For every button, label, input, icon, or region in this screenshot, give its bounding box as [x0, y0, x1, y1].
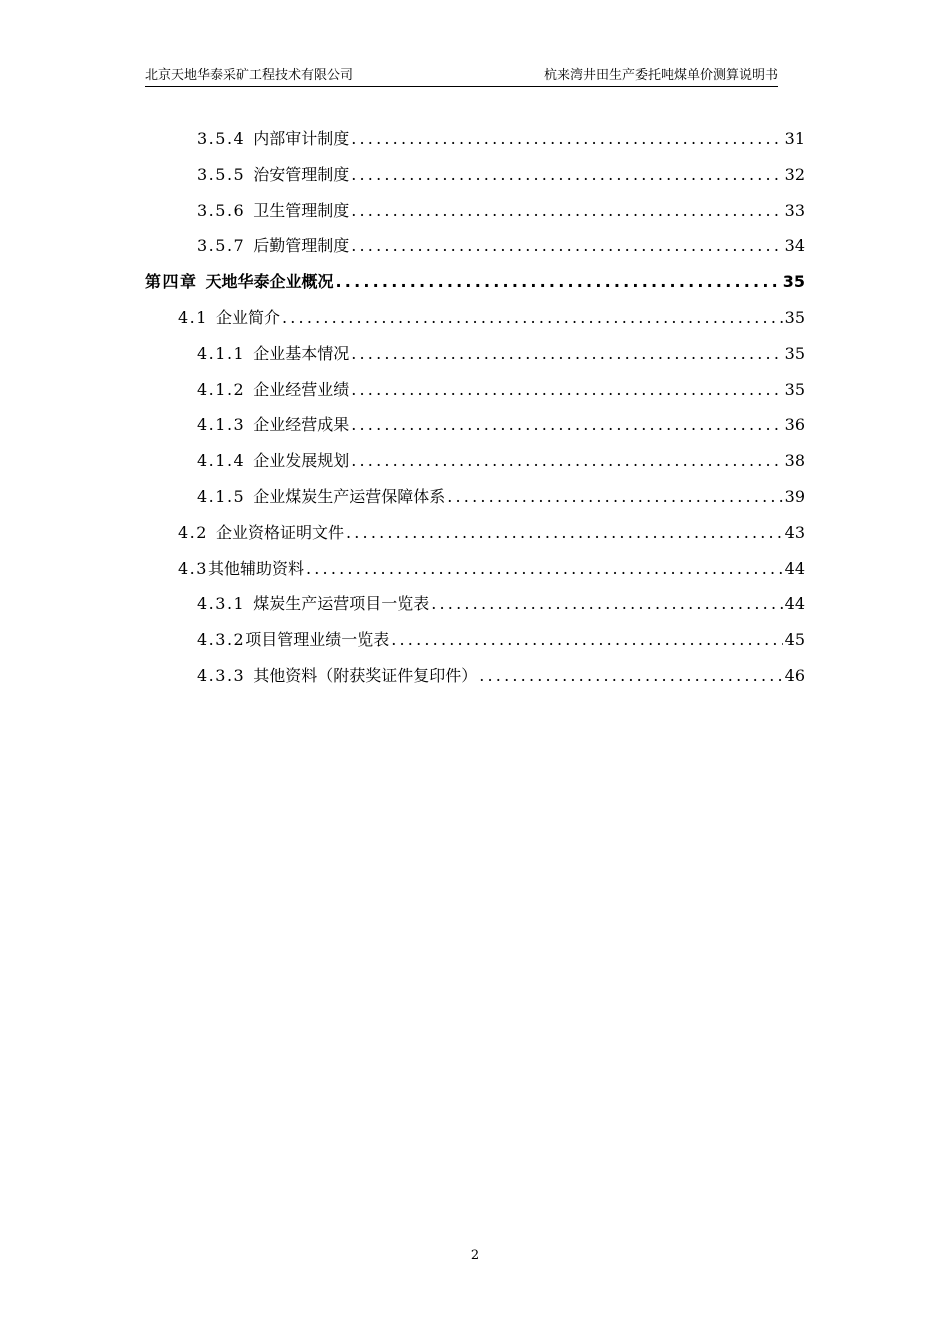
toc-dot-leader: [351, 443, 782, 479]
toc-entry-title: 企业资格证明文件: [215, 522, 344, 542]
toc-entry-number: 4.1.5: [197, 486, 246, 506]
page-number: 2: [470, 1248, 480, 1263]
toc-dot-leader: [351, 372, 782, 408]
toc-entry-page: 34: [784, 236, 805, 256]
toc-entry-title: 内部审计制度: [253, 129, 350, 148]
toc-entry-page: 35: [784, 307, 805, 327]
toc-dot-leader: [351, 407, 782, 443]
toc-entry-number: 3.5.4: [197, 129, 246, 148]
toc-entry-page: 43: [784, 522, 805, 542]
toc-entry[interactable]: [145, 443, 805, 479]
toc-entry-title: 企业简介: [215, 307, 280, 327]
toc-entry-title: 企业基本情况: [253, 343, 350, 363]
toc-entry-number: 3.5.7: [197, 236, 246, 256]
toc-dot-leader: [479, 658, 782, 694]
toc-entry-number: 4.3.2: [197, 630, 246, 650]
toc-entry-title: 治安管理制度: [253, 164, 350, 184]
toc-entry-page: 35: [784, 343, 805, 363]
toc-entry-title: 卫生管理制度: [253, 200, 350, 220]
toc-entry-number: 4.1.1: [197, 343, 246, 363]
toc-entry[interactable]: [145, 658, 805, 694]
toc-entry[interactable]: [145, 551, 805, 587]
toc-entry-title: 天地华泰企业概况: [205, 272, 334, 292]
toc-dot-leader: [391, 622, 782, 658]
toc-entry-title: 企业经营业绩: [253, 379, 350, 399]
toc-entry-page: 46: [784, 665, 805, 685]
toc-entry[interactable]: [145, 586, 805, 622]
toc-entry-number: 4.1.2: [197, 379, 246, 399]
toc-entry[interactable]: [145, 372, 805, 408]
toc-entry[interactable]: [145, 264, 805, 300]
toc-entry[interactable]: [145, 515, 805, 551]
toc-entry-number: 4.3.3: [197, 665, 246, 685]
toc-entry-page: 44: [784, 594, 805, 614]
toc-dot-leader: [431, 586, 782, 622]
toc-entry-number: 3.5.5: [197, 164, 246, 184]
toc-entry-title: 企业经营成果: [253, 415, 350, 435]
toc-entry-number: 第四章: [145, 272, 198, 292]
toc-entry-number: 4.3.1: [197, 594, 246, 614]
toc-entry-page: 35: [784, 379, 805, 399]
toc-entry[interactable]: [145, 479, 805, 515]
toc-entry-number: 4.3: [178, 558, 208, 578]
toc-entry-page: 36: [784, 415, 805, 435]
toc-entry-page: 31: [784, 129, 805, 148]
toc-entry-title: 企业发展规划: [253, 451, 350, 471]
toc-entry-number: 4.1.3: [197, 415, 246, 435]
header-company-name: 北京天地华泰采矿工程技术有限公司: [145, 68, 354, 83]
toc-entry-title: 其他辅助资料: [207, 558, 304, 578]
toc-entry-number: 4.1.4: [197, 451, 246, 471]
toc-entry-page: 35: [782, 272, 805, 292]
toc-entry-page: 32: [784, 164, 805, 184]
toc-entry-title: 项目管理业绩一览表: [245, 630, 390, 650]
toc-dot-leader: [336, 264, 781, 300]
toc-entry-number: 4.1: [178, 307, 208, 327]
toc-entry-page: 33: [784, 200, 805, 220]
page-header: [145, 66, 778, 87]
toc-dot-leader: [351, 193, 782, 229]
toc-entry[interactable]: [145, 121, 805, 157]
toc-dot-leader: [282, 300, 783, 336]
toc-entry-number: 4.2: [178, 522, 208, 542]
header-document-title: 杭来湾井田生产委托吨煤单价测算说明书: [543, 68, 778, 83]
toc-entry-page: 39: [784, 486, 805, 506]
toc-dot-leader: [447, 479, 782, 515]
toc-entry-page: 38: [784, 451, 805, 471]
toc-entry-title: 其他资料（附获奖证件复印件）: [253, 665, 478, 685]
toc-entry[interactable]: [145, 336, 805, 372]
toc-entry[interactable]: [145, 157, 805, 193]
toc-dot-leader: [351, 336, 782, 372]
toc-entry[interactable]: [145, 193, 805, 229]
toc-entry-number: 3.5.6: [197, 200, 246, 220]
toc-dot-leader: [346, 515, 783, 551]
toc-entry-page: 44: [784, 558, 805, 578]
toc-entry[interactable]: [145, 300, 805, 336]
toc-dot-leader: [351, 121, 782, 157]
toc-dot-leader: [351, 157, 782, 193]
toc-entry-title: 后勤管理制度: [253, 236, 350, 256]
toc-entry-title: 煤炭生产运营项目一览表: [253, 594, 430, 614]
toc-entry[interactable]: [145, 622, 805, 658]
toc-dot-leader: [306, 551, 783, 587]
toc-entry-title: 企业煤炭生产运营保障体系: [253, 486, 446, 506]
toc-entry-page: 45: [784, 630, 805, 650]
table-of-contents: [145, 121, 805, 694]
toc-dot-leader: [351, 228, 782, 264]
toc-entry[interactable]: [145, 407, 805, 443]
toc-entry[interactable]: [145, 228, 805, 264]
